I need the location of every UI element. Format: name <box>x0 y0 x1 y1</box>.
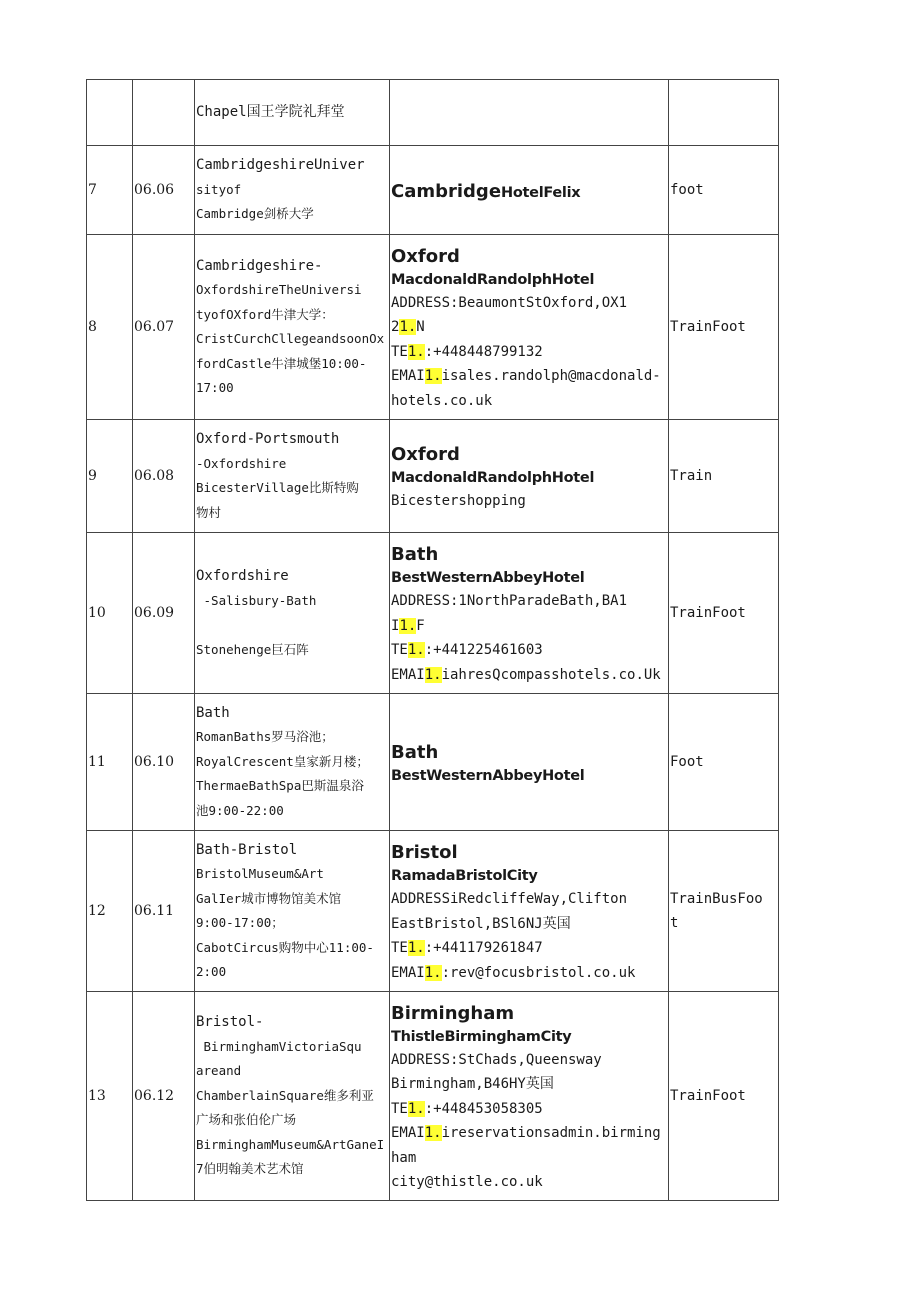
highlighted-text: 1. <box>424 666 442 683</box>
day-cell: 12 <box>87 831 133 992</box>
detail-text: city@thistle.co.uk <box>391 1174 543 1190</box>
detail-text: :+441179261847 <box>424 940 543 956</box>
table-row <box>87 831 779 992</box>
hotel-cell <box>390 831 669 992</box>
date-cell: 06.09 <box>133 533 195 694</box>
route-line: CabotCircus购物中心11:00- <box>196 939 374 955</box>
detail-text: I <box>391 617 400 634</box>
route-line: Stonehenge巨石阵 <box>196 641 309 657</box>
route-line: BirminghamVictoriaSqu <box>196 1038 362 1054</box>
highlighted-text: 1. <box>424 964 442 981</box>
hotel-detail-line <box>391 364 668 389</box>
detail-text: ireservationsadmin.birmingham <box>391 1125 661 1166</box>
route-cell <box>195 694 390 831</box>
route-line: BristolMuseum&Art <box>196 866 324 881</box>
highlighted-text: 1. <box>399 319 417 336</box>
route-line: 广场和张伯伦广场 <box>196 1112 297 1128</box>
route-line: RomanBaths罗马浴池； <box>196 729 334 745</box>
hotel-city: Bristol <box>391 842 458 863</box>
route-cell <box>195 235 390 420</box>
hotel-city: Bath <box>391 742 439 763</box>
route-line: RoyalCrescent皇家新月楼； <box>196 753 369 769</box>
route-line: BirminghamMuseum&ArtGaneI <box>196 1136 385 1152</box>
route-line: Oxfordshire <box>196 568 289 584</box>
detail-text: 2 <box>391 319 400 336</box>
route-line: ThermaeBathSpa巴斯温泉浴 <box>196 778 364 794</box>
route-line: Bristol- <box>196 1014 264 1031</box>
hotel-heading <box>391 180 668 205</box>
hotel-detail-line <box>391 1121 668 1170</box>
date-cell: 06.11 <box>133 831 195 992</box>
transport-cell <box>669 80 779 146</box>
detail-text: EMAI <box>391 666 425 683</box>
day-cell: 8 <box>87 235 133 420</box>
hotel-city: Oxford <box>391 245 460 267</box>
hotel-detail-line <box>391 1072 668 1097</box>
day-cell: 9 <box>87 420 133 533</box>
route-line: sityof <box>196 181 242 197</box>
detail-text: EMAI <box>391 368 425 385</box>
detail-text: Birmingham,B46HY英国 <box>391 1076 554 1092</box>
detail-text: EMAI <box>391 1125 425 1141</box>
route-cell <box>195 533 390 694</box>
table-row <box>87 235 779 420</box>
hotel-cell <box>390 146 669 235</box>
detail-text: EMAI <box>391 964 425 981</box>
route-line: -Oxfordshire <box>196 455 287 471</box>
table-row <box>87 146 779 235</box>
highlighted-text: 1. <box>399 617 417 634</box>
route-line: Bath-Bristol <box>196 841 298 858</box>
detail-text: ADDRESS:BeaumontStOxford,OX1 <box>391 294 628 311</box>
hotel-cell <box>390 533 669 694</box>
transport-cell: TrainFoot <box>669 992 779 1201</box>
transport-cell: TrainFoot <box>669 533 779 694</box>
route-line: 17:00 <box>196 380 234 395</box>
table-row <box>87 80 779 146</box>
highlighted-text: 1. <box>407 343 425 360</box>
hotel-name: RamadaBristolCity <box>391 868 538 884</box>
hotel-cell <box>390 80 669 146</box>
date-cell: 06.08 <box>133 420 195 533</box>
route-line: GalIer城市博物馆美术馆 <box>196 890 342 906</box>
table-row <box>87 992 779 1201</box>
route-line: Cambridge剑桥大学 <box>196 206 314 222</box>
detail-text: Bicestershopping <box>391 492 526 509</box>
day-cell: 7 <box>87 146 133 235</box>
transport-cell: foot <box>669 146 779 235</box>
date-cell: 06.12 <box>133 992 195 1201</box>
route-line: CristCurchCllegeandsoonOx <box>196 331 385 346</box>
hotel-detail-line <box>391 638 668 663</box>
hotel-detail-line <box>391 589 668 614</box>
itinerary-table <box>86 79 779 1201</box>
detail-text: TE <box>391 940 408 956</box>
detail-text: :+448448799132 <box>424 343 543 360</box>
date-cell <box>133 80 195 146</box>
hotel-cell <box>390 992 669 1201</box>
transport-cell: Foot <box>669 694 779 831</box>
hotel-cell <box>390 235 669 420</box>
detail-text: ADDRESSiRedcliffeWay,Clifton <box>391 891 628 907</box>
detail-text: TE <box>391 642 408 658</box>
detail-text: ADDRESS:1NorthParadeBath,BA1 <box>391 593 628 609</box>
route-line: BicesterVillage比斯特购 <box>196 480 359 495</box>
detail-text: :rev@focusbristol.co.uk <box>441 964 636 981</box>
hotel-detail-line <box>391 614 668 639</box>
route-line <box>196 613 389 638</box>
hotel-detail-line <box>391 887 668 912</box>
route-line: 7伯明翰美术艺术馆 <box>196 1161 304 1177</box>
hotel-cell <box>390 420 669 533</box>
table-row <box>87 694 779 831</box>
route-line: 9:00-17:00； <box>196 915 284 930</box>
transport-cell: Train <box>669 420 779 533</box>
hotel-detail-line <box>391 663 668 688</box>
route-line: -Salisbury-Bath <box>196 592 317 608</box>
transport-cell: TrainFoot <box>669 235 779 420</box>
hotel-detail-line <box>391 315 668 340</box>
table-row <box>87 420 779 533</box>
highlighted-text: 1. <box>407 642 425 658</box>
route-line: 物村 <box>196 504 222 520</box>
hotel-name: MacdonaldRandolphHotel <box>391 271 595 288</box>
hotel-detail-line <box>391 912 668 937</box>
route-line: 2:00 <box>196 964 227 979</box>
date-cell: 06.06 <box>133 146 195 235</box>
route-line: OxfordshireTheUniversi <box>196 282 362 297</box>
day-cell <box>87 80 133 146</box>
route-line: 池9:00-22:00 <box>196 802 284 818</box>
hotel-detail-line <box>391 936 668 961</box>
hotel-city: Bath <box>391 544 439 565</box>
detail-text: EastBristol,BSl6NJ英国 <box>391 915 571 932</box>
detail-text: :+448453058305 <box>424 1100 543 1117</box>
hotel-cell <box>390 694 669 831</box>
highlighted-text: 1. <box>424 1125 442 1141</box>
hotel-city: Cambridge <box>391 180 502 202</box>
transport-cell: TrainBusFoo t <box>669 831 779 992</box>
detail-text: :+441225461603 <box>424 642 543 658</box>
hotel-detail-line <box>391 489 668 514</box>
hotel-city: Oxford <box>391 443 460 465</box>
hotel-name: BestWesternAbbeyHotel <box>391 570 585 586</box>
hotel-name: HotelFelix <box>501 184 581 201</box>
day-cell: 11 <box>87 694 133 831</box>
hotel-detail-line <box>391 340 668 365</box>
hotel-detail-line <box>391 291 668 316</box>
table-row <box>87 533 779 694</box>
route-cell <box>195 80 390 146</box>
date-cell: 06.07 <box>133 235 195 420</box>
highlighted-text: 1. <box>424 368 442 385</box>
hotel-city: Birmingham <box>391 1002 515 1024</box>
hotel-detail-line <box>391 1048 668 1073</box>
hotel-detail-line <box>391 1097 668 1122</box>
route-cell <box>195 831 390 992</box>
route-cell <box>195 420 390 533</box>
hotel-name: BestWesternAbbeyHotel <box>391 768 585 784</box>
route-line: Oxford-Portsmouth <box>196 431 340 447</box>
detail-text: N <box>416 319 425 336</box>
detail-text: isales.randolph@macdonald- <box>441 368 661 385</box>
day-cell: 13 <box>87 992 133 1201</box>
hotel-name: MacdonaldRandolphHotel <box>391 469 595 486</box>
route-cell <box>195 992 390 1201</box>
detail-text: iahresQcompasshotels.co.Uk <box>441 666 661 683</box>
detail-text: TE <box>391 1100 408 1117</box>
hotel-detail-line <box>391 961 668 986</box>
detail-text: hotels.co.uk <box>391 392 493 409</box>
highlighted-text: 1. <box>407 1100 425 1117</box>
route-line: areand <box>196 1063 242 1079</box>
route-line: Bath <box>196 704 230 721</box>
hotel-detail-line <box>391 1170 668 1195</box>
highlighted-text: 1. <box>407 940 425 956</box>
hotel-name: ThistleBirminghamCity <box>391 1028 572 1045</box>
route-line: Cambridgeshire- <box>196 257 323 274</box>
route-line: CambridgeshireUniver <box>196 157 365 174</box>
hotel-detail-line <box>391 389 668 414</box>
route-line: tyofOXford牛津大学： <box>196 306 334 322</box>
route-line: Chapel国王学院礼拜堂 <box>196 104 345 121</box>
itinerary-body <box>87 80 779 1201</box>
detail-text: ADDRESS:StChads,Queensway <box>391 1051 602 1068</box>
detail-text: TE <box>391 343 408 360</box>
detail-text: F <box>416 617 425 634</box>
route-line: ChamberlainSquare维多利亚 <box>196 1087 374 1103</box>
date-cell: 06.10 <box>133 694 195 831</box>
day-cell: 10 <box>87 533 133 694</box>
route-line: fordCastle牛津城堡10:00- <box>196 355 367 371</box>
route-cell <box>195 146 390 235</box>
